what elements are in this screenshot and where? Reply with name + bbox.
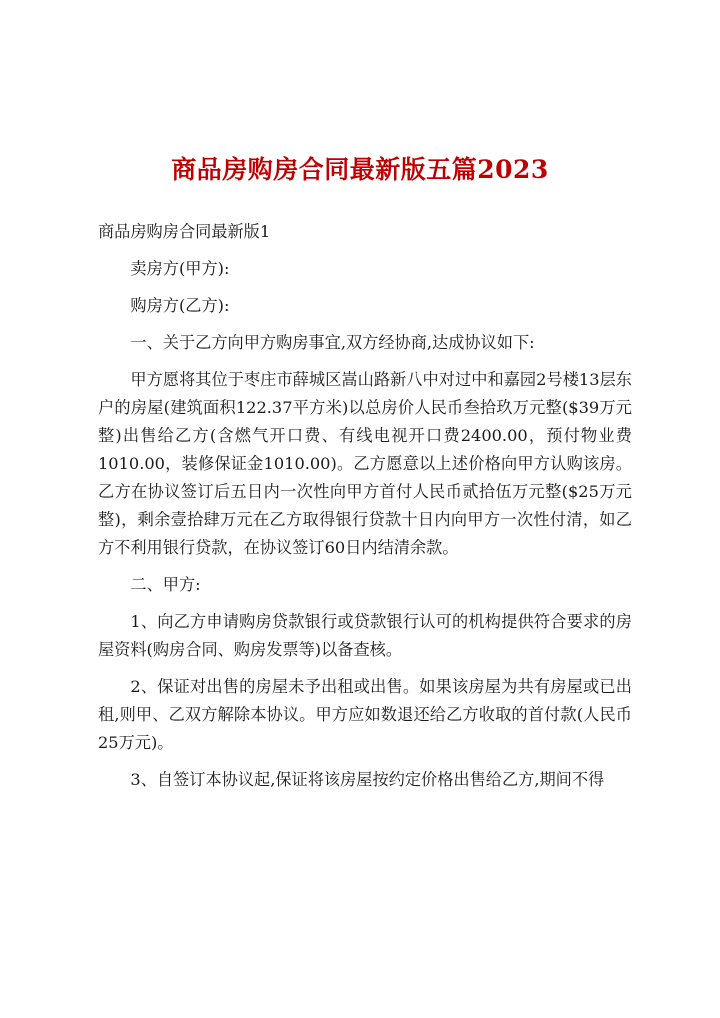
section-heading: 商品房购房合同最新版1 [98,222,271,241]
clause-2-item-1: 1、向乙方申请购房贷款银行或贷款银行认可的机构提供符合要求的房屋资料(购房合同、购房发票等)以备查核。 [98,612,632,659]
document-title: 商品房购房合同最新版五篇2023 [171,155,549,184]
seller-line: 卖房方(甲方): [130,259,230,278]
clause-1-heading: 一、关于乙方向甲方购房事宜,双方经协商,达成协议如下: [130,333,535,352]
document-body [98,218,632,794]
clause-2-item-2: 2、保证对出售的房屋未予出租或出售。如果该房屋为共有房屋或已出租,则甲、乙双方解除本协议。甲方应如数退还给乙方收取的首付款(人民币25万元)。 [98,677,632,752]
clause-2-heading: 二、甲方: [130,575,201,594]
clause-2-item-3: 3、自签订本协议起,保证将该房屋按约定价格出售给乙方,期间不得 [130,770,605,789]
clause-1-paragraph: 甲方愿将其位于枣庄市薛城区嵩山路新八中对过中和嘉园2号楼13层东户的房屋(建筑面积122.37平方米)以总房价人民币叁拾玖万元整($39万元整)出售给乙方(含燃气开口费、有线电视开口费2400.00，预付物业费1010.00，装修保证金1010.00)。乙方愿意以上述价格向甲方认购该房。乙方在协议签订后五日内一次性向甲方首付人民币贰拾伍万元整($25万元整)，剩余壹拾肆万元在乙方取得银行贷款十日内向甲方一次性付清，如乙方不利用银行贷款，在协议签订60日内结清余款。 [98,370,632,557]
buyer-line: 购房方(乙方): [130,296,230,315]
